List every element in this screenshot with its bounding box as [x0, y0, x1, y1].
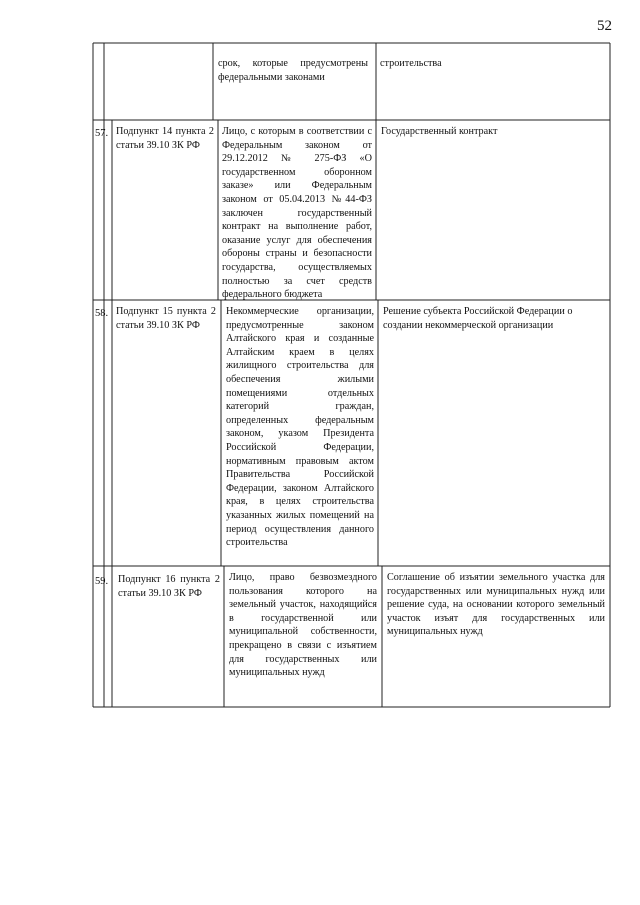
row-documents: Решение субъекта Российской Федерации о создании некоммерческой организации	[383, 306, 573, 331]
row-number: 58.	[95, 308, 109, 319]
row-documents: Соглашение об изъятии земельного участка для государственных или муниципальных нужд или решение суда, на основании которого земельный участок изъят для государственных или муниципальных нужд	[387, 572, 605, 638]
row-applicant: Лицо, право безвозмездного пользования которого на земельный участок, находящийся в государственной или муниципальной собственности, прекращено в связи с изъятием для государственных или муниципальных нужд	[229, 572, 377, 679]
row-number: 57.	[95, 128, 109, 139]
row-applicant: Некоммерческие организации, предусмотренные законом Алтайского края и созданные Алтайским краем в целях жилищного строительства для обеспечения жилыми помещениями отдельных категорий граждан, определенных федеральным законом, указом Президента Российской Федерации, нормативным правовым актом Правительства Российской Федерации, законом Алтайского края, в целях строительства указанных жилых помещений на период осуществления данного строительства	[226, 306, 374, 549]
row-basis: Подпункт 15 пункта 2 статьи 39.10 ЗК РФ	[116, 306, 216, 331]
row-documents: Государственный контракт	[381, 126, 498, 137]
page-number: 52	[597, 18, 612, 34]
row-basis: Подпункт 16 пункта 2 статьи 39.10 ЗК РФ	[118, 574, 220, 599]
row-number: 59.	[95, 576, 109, 587]
row-applicant-cont: срок, которые предусмотрены федеральными законами	[218, 58, 368, 83]
row-documents-cont: строительства	[380, 58, 442, 69]
row-basis: Подпункт 14 пункта 2 статьи 39.10 ЗК РФ	[116, 126, 214, 151]
row-applicant: Лицо, с которым в соответствии с Федеральным законом от 29.12.2012 № 275-ФЗ «О государственном оборонном заказе» или Федеральным законом от 05.04.2013 №44-ФЗ заключен государственный контракт на выполнение работ, оказание услуг для обеспечения обороны страны и безопасности государства, осуществляемых полностью за счет средств федерального бюджета	[222, 126, 372, 301]
